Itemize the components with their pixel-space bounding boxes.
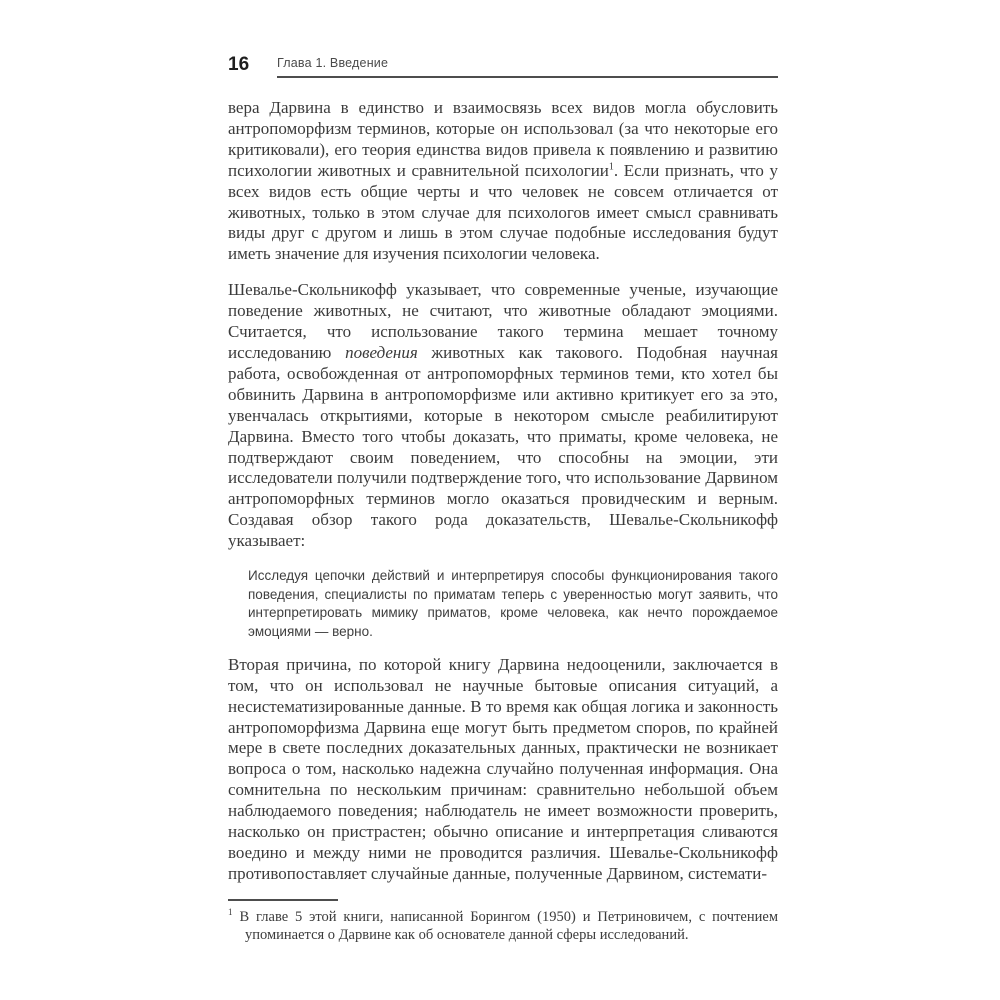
italic-term: поведения <box>345 342 418 362</box>
article-body <box>228 98 778 885</box>
paragraph-1-continuation: . Если признать, что у всех видов есть общие черты и что человек не совсем отличается от животных, только в этом случае для психологов имеет смысл сравнивать виды друг с другом и лишь в этом случае подобные исследования будут иметь значение для изучения психологии человека. <box>228 160 778 264</box>
paragraph-2 <box>228 280 778 552</box>
footnote-separator <box>228 899 338 901</box>
page-number: 16 <box>228 54 250 75</box>
footnote-reference: 1 <box>608 161 614 173</box>
chapter-title: Глава 1. Введение <box>277 55 389 70</box>
footnote-marker: 1 <box>228 906 233 917</box>
footnote-body: В главе 5 этой книги, написанной Борингом (1950) и Петриновичем, с почтением упоминается о Дарвине как об основателе данной сферы исследований. <box>239 908 778 944</box>
footnote-block <box>228 899 778 945</box>
paragraph-2-continuation: животных как такового. Подобная научная работа, освобожденная от антропоморфных терминов теми, кто хотел бы обвинить Дарвина в антропоморфизме или активно критикует его за это, увенчалась открытиями, которые в некотором смысле реабилитируют Дарвина. Вместо того чтобы доказать, что приматы, кроме человека, не подтверждают своим поведением, что способны на эмоции, эти исследователи получили подтверждение того, что использование Дарвином антропоморфных терминов могло оказаться провидческим и верным. Создавая обзор такого рода доказательств, Шевалье-Скольникофф указывает: <box>228 342 778 551</box>
block-quote: Исследуя цепочки действий и интерпретируя способы функционирования такого поведения, специалисты по приматам теперь с уверенностью могут заявить, что интерпретировать мимику приматов, кроме человека, как нечто порождаемое эмоциями — верно. <box>248 568 778 640</box>
paragraph-2-text: Шевалье-Скольникофф указывает, что современные ученые, изучающие поведение животных, не считают, что животные обладают эмоциями. Считается, что использование такого термина мешает точному исследованию <box>228 280 778 362</box>
text-column <box>228 55 778 945</box>
paragraph-3: Вторая причина, по которой книгу Дарвина недооценили, заключается в том, что он использовал не научные бытовые описания ситуаций, а несистематизированные данные. В то время как общая логика и законность антропоморфизма Дарвина еще могут быть предметом споров, по крайней мере в свете последних доказательных данных, практически не возникает вопроса о том, насколько надежна случайно полученная информация. Она сомнительна по нескольким причинам: сравнительно небольшой объем наблюдаемого поведения; наблюдатель не имеет возможности проверить, насколько он пристрастен; обычно описание и интерпретация сливаются воедино и между ними не проводится различия. Шевалье-Скольникофф противопоставляет случайные данные, полученные Дарвином, системати- <box>228 654 778 883</box>
paragraph-1-text: вера Дарвина в единство и взаимосвязь всех видов могла обусловить антропоморфизм терминов, которые он использовал (за что некоторые его критиковали), его теория единства видов привела к появлению и развитию психологии животных и сравнительной психологии <box>228 98 778 180</box>
footnote-text <box>228 908 778 945</box>
running-head <box>228 55 778 78</box>
chapter-header-block <box>277 57 778 79</box>
paragraph-1 <box>228 98 778 265</box>
